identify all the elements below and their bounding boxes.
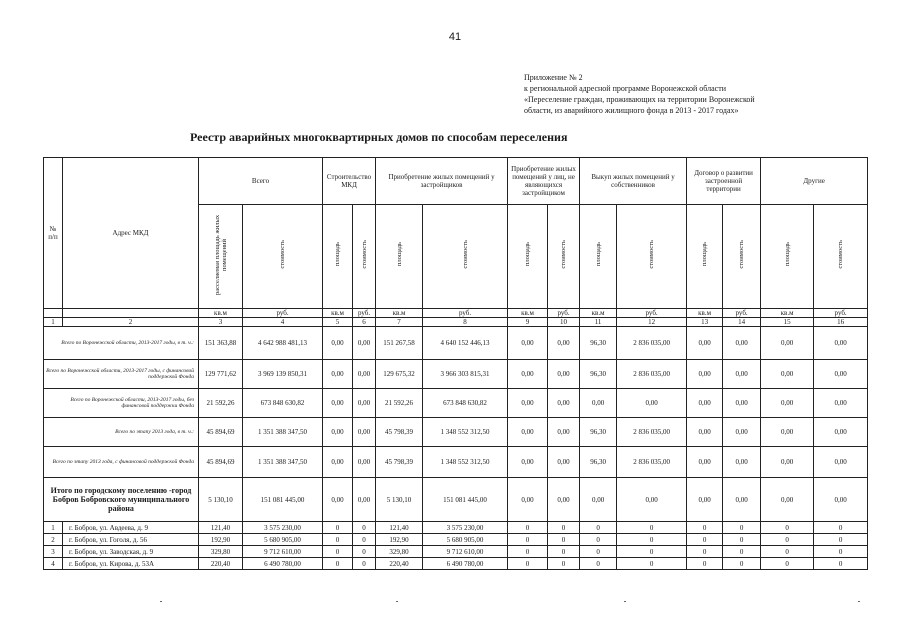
column-number: 11 [580, 318, 617, 327]
summary-row-stage-2013-fund [44, 447, 868, 478]
column-number: 7 [376, 318, 423, 327]
cell-value: 9 712 610,00 [243, 546, 323, 558]
row-number: 1 [44, 522, 63, 534]
cell-value: 1 351 388 347,50 [243, 447, 323, 478]
cell-value: 0 [723, 546, 761, 558]
cell-value: 0,00 [723, 389, 761, 418]
cell-value: 0 [580, 558, 617, 570]
cell-value: 0 [508, 522, 548, 534]
cell-value: 121,40 [199, 522, 243, 534]
cell-value: 0,00 [548, 327, 580, 360]
cell-value: 0,00 [687, 447, 723, 478]
appendix-line: «Переселение граждан, проживающих на территории Воронежской [524, 95, 755, 104]
cell-value: 129 771,62 [199, 360, 243, 389]
cell-value: 96,30 [580, 360, 617, 389]
cell-value: 96,30 [580, 418, 617, 447]
row-label: Всего по этапу 2013 года, с финансовой поддержкой Фонда [44, 447, 199, 478]
cell-value: 2 836 035,00 [617, 447, 687, 478]
cell-value: 192,90 [376, 534, 423, 546]
cell-value: 3 575 230,00 [243, 522, 323, 534]
scan-mark [624, 601, 626, 602]
row-number: 4 [44, 558, 63, 570]
cell-value: 0,00 [687, 418, 723, 447]
appendix-line: к региональной адресной программе Воронежской области [524, 84, 726, 93]
cell-value: 151 363,88 [199, 327, 243, 360]
cell-value: 0,00 [761, 360, 814, 389]
cell-value: 0 [761, 522, 814, 534]
cell-value: 0,00 [761, 327, 814, 360]
cell-value: 0,00 [508, 389, 548, 418]
header-sub: площадь [580, 205, 617, 309]
header-sub: стоимость [243, 205, 323, 309]
header-group-development-contract: Договор о развитии застроенной территории [687, 158, 761, 205]
unit-cell: кв.м [687, 309, 723, 318]
table-row [44, 558, 868, 570]
cell-value: 0 [353, 546, 376, 558]
cell-value: 0 [353, 534, 376, 546]
cell-value: 3 575 230,00 [423, 522, 508, 534]
unit-cell: руб. [548, 309, 580, 318]
column-number: 15 [761, 318, 814, 327]
cell-value: 192,90 [199, 534, 243, 546]
cell-value: 0,00 [723, 360, 761, 389]
units-row [44, 309, 868, 318]
header-group-developers: Приобретение жилых помещений у застройщиков [376, 158, 508, 205]
cell-value: 2 836 035,00 [617, 418, 687, 447]
cell-value: 0 [323, 558, 353, 570]
cell-value: 0 [580, 534, 617, 546]
column-numbers-row [44, 318, 868, 327]
row-label: Всего по Воронежской области, 2013-2017 годы, с финансовой поддержкой Фонда [44, 360, 199, 389]
header-group-buyout: Выкуп жилых помещений у собственников [580, 158, 687, 205]
cell-value: 0 [814, 546, 868, 558]
row-label: Всего по Воронежской области, 2013-2017 годы, в т. ч.: [44, 327, 199, 360]
header-sub: стоимость [353, 205, 376, 309]
cell-value: 45 798,39 [376, 447, 423, 478]
cell-value: 0 [761, 558, 814, 570]
cell-value: 0 [687, 558, 723, 570]
unit-cell: руб. [423, 309, 508, 318]
cell-value: 1 348 552 312,50 [423, 418, 508, 447]
cell-value: 96,30 [580, 327, 617, 360]
cell-value: 151 081 445,00 [243, 478, 323, 522]
cell-value: 5 130,10 [376, 478, 423, 522]
cell-value: 0 [814, 522, 868, 534]
cell-value: 45 798,39 [376, 418, 423, 447]
cell-value: 0 [723, 522, 761, 534]
cell-value: 45 894,69 [199, 447, 243, 478]
table-row [44, 522, 868, 534]
cell-value: 0,00 [548, 360, 580, 389]
cell-value: 0 [548, 558, 580, 570]
cell-value: 0 [548, 522, 580, 534]
unit-cell: кв.м [508, 309, 548, 318]
header-sub: площадь [323, 205, 353, 309]
house-address: г. Бобров, ул. Заводская, д. 9 [63, 546, 199, 558]
unit-cell: руб. [814, 309, 868, 318]
cell-value: 0,00 [687, 360, 723, 389]
cell-value: 0 [548, 534, 580, 546]
cell-value: 0,00 [687, 389, 723, 418]
document-title: Реестр аварийных многоквартирных домов по способам переселения [190, 130, 568, 144]
cell-value: 3 969 139 850,31 [243, 360, 323, 389]
cell-value: 0 [617, 534, 687, 546]
unit-cell: руб. [723, 309, 761, 318]
cell-value: 0,00 [723, 478, 761, 522]
cell-value: 4 640 152 446,13 [423, 327, 508, 360]
header-num: № п/п [44, 158, 63, 309]
cell-value: 220,40 [199, 558, 243, 570]
cell-value: 0 [548, 546, 580, 558]
cell-value: 0,00 [353, 327, 376, 360]
scan-mark [396, 601, 398, 602]
row-label: Всего по Воронежской области, 2013-2017 годы, без финансовой поддержки Фонда [44, 389, 199, 418]
cell-value: 0 [580, 546, 617, 558]
cell-value: 151 267,58 [376, 327, 423, 360]
cell-value: 0 [353, 558, 376, 570]
cell-value: 0 [814, 558, 868, 570]
unit-cell: кв.м [580, 309, 617, 318]
cell-value: 0 [687, 522, 723, 534]
cell-value: 5 680 905,00 [423, 534, 508, 546]
unit-cell: руб. [243, 309, 323, 318]
column-number: 4 [243, 318, 323, 327]
registry-table [43, 157, 868, 570]
summary-row-without-fund [44, 389, 868, 418]
unit-cell: кв.м [376, 309, 423, 318]
table-row [44, 534, 868, 546]
cell-value: 1 351 388 347,50 [243, 418, 323, 447]
column-number: 8 [423, 318, 508, 327]
cell-value: 0 [323, 534, 353, 546]
header-sub: стоимость [617, 205, 687, 309]
column-number: 1 [44, 318, 63, 327]
cell-value: 0 [508, 534, 548, 546]
cell-value: 21 592,26 [376, 389, 423, 418]
row-number: 2 [44, 534, 63, 546]
column-number: 2 [63, 318, 199, 327]
cell-value: 0,00 [548, 389, 580, 418]
header-sub: площадь [761, 205, 814, 309]
cell-value: 0,00 [508, 327, 548, 360]
unit-cell-empty [44, 309, 63, 318]
unit-cell: кв.м [323, 309, 353, 318]
unit-cell: кв.м [199, 309, 243, 318]
house-address: г. Бобров, ул. Авдеева, д. 9 [63, 522, 199, 534]
cell-value: 0 [814, 534, 868, 546]
cell-value: 0 [723, 558, 761, 570]
header-sub: стоимость [423, 205, 508, 309]
cell-value: 0,00 [508, 360, 548, 389]
cell-value: 0,00 [353, 478, 376, 522]
cell-value: 3 966 303 815,31 [423, 360, 508, 389]
cell-value: 129 675,32 [376, 360, 423, 389]
house-address: г. Бобров, ул. Кирова, д. 53А [63, 558, 199, 570]
cell-value: 0,00 [323, 360, 353, 389]
cell-value: 329,80 [199, 546, 243, 558]
header-address: Адрес МКД [63, 158, 199, 309]
cell-value: 673 848 630,82 [423, 389, 508, 418]
cell-value: 0,00 [508, 447, 548, 478]
cell-value: 0,00 [814, 360, 868, 389]
cell-value: 0,00 [687, 478, 723, 522]
cell-value: 0,00 [617, 389, 687, 418]
cell-value: 0,00 [580, 478, 617, 522]
cell-value: 2 836 035,00 [617, 360, 687, 389]
cell-value: 0,00 [353, 389, 376, 418]
header-sub: площадь [687, 205, 723, 309]
cell-value: 6 490 780,00 [423, 558, 508, 570]
cell-value: 0 [508, 546, 548, 558]
summary-row-total [44, 327, 868, 360]
cell-value: 0,00 [508, 478, 548, 522]
unit-cell: руб. [353, 309, 376, 318]
header-group-row [44, 158, 868, 205]
cell-value: 0,00 [814, 389, 868, 418]
cell-value: 0,00 [353, 418, 376, 447]
house-address: г. Бобров, ул. Гоголя, д. 56 [63, 534, 199, 546]
cell-value: 4 642 988 481,13 [243, 327, 323, 360]
header-group-construction: Строительство МКД [323, 158, 376, 205]
cell-value: 0,00 [814, 418, 868, 447]
cell-value: 5 130,10 [199, 478, 243, 522]
cell-value: 0,00 [508, 418, 548, 447]
cell-value: 673 848 630,82 [243, 389, 323, 418]
cell-value: 0 [508, 558, 548, 570]
unit-cell: кв.м [761, 309, 814, 318]
row-number: 3 [44, 546, 63, 558]
cell-value: 0,00 [723, 447, 761, 478]
cell-value: 21 592,26 [199, 389, 243, 418]
cell-value: 151 081 445,00 [423, 478, 508, 522]
column-number: 10 [548, 318, 580, 327]
row-label: Итого по городскому поселению -город Бобров Бобровского муниципального района [44, 478, 199, 522]
municipality-total-row [44, 478, 868, 522]
column-number: 5 [323, 318, 353, 327]
cell-value: 0,00 [353, 360, 376, 389]
appendix-note [524, 72, 824, 116]
cell-value: 5 680 905,00 [243, 534, 323, 546]
cell-value: 121,40 [376, 522, 423, 534]
header-sub: стоимость [723, 205, 761, 309]
summary-row-stage-2013 [44, 418, 868, 447]
cell-value: 1 348 552 312,50 [423, 447, 508, 478]
unit-cell: руб. [617, 309, 687, 318]
cell-value: 0,00 [548, 418, 580, 447]
cell-value: 0,00 [323, 418, 353, 447]
column-number: 13 [687, 318, 723, 327]
cell-value: 0,00 [548, 478, 580, 522]
column-number: 9 [508, 318, 548, 327]
cell-value: 0,00 [761, 389, 814, 418]
column-number: 6 [353, 318, 376, 327]
cell-value: 2 836 035,00 [617, 327, 687, 360]
cell-value: 0,00 [548, 447, 580, 478]
cell-value: 0,00 [687, 327, 723, 360]
cell-value: 0,00 [323, 389, 353, 418]
cell-value: 0,00 [323, 478, 353, 522]
cell-value: 0,00 [761, 447, 814, 478]
cell-value: 0,00 [617, 478, 687, 522]
header-group-non-developers: Приобретение жилых помещений у лиц, не являющихся застройщиком [508, 158, 580, 205]
scan-mark [858, 601, 860, 602]
cell-value: 0 [761, 534, 814, 546]
cell-value: 0 [617, 546, 687, 558]
cell-value: 0,00 [580, 389, 617, 418]
cell-value: 0 [687, 534, 723, 546]
header-sub: площадь [376, 205, 423, 309]
cell-value: 0,00 [814, 327, 868, 360]
header-group-total: Всего [199, 158, 323, 205]
cell-value: 45 894,69 [199, 418, 243, 447]
cell-value: 0,00 [353, 447, 376, 478]
cell-value: 0,00 [761, 478, 814, 522]
table-row [44, 546, 868, 558]
cell-value: 0 [580, 522, 617, 534]
summary-row-with-fund [44, 360, 868, 389]
column-number: 14 [723, 318, 761, 327]
cell-value: 96,30 [580, 447, 617, 478]
cell-value: 0 [353, 522, 376, 534]
header-sub: расселяемая площадь жилых помещений [199, 205, 243, 309]
cell-value: 6 490 780,00 [243, 558, 323, 570]
header-group-other: Другие [761, 158, 868, 205]
cell-value: 0,00 [814, 447, 868, 478]
header-sub: стоимость [548, 205, 580, 309]
page-number: 41 [448, 31, 462, 43]
cell-value: 0 [723, 534, 761, 546]
cell-value: 0 [617, 522, 687, 534]
appendix-line: области, из аварийного жилищного фонда в 2013 - 2017 годах» [524, 106, 739, 115]
cell-value: 0,00 [723, 418, 761, 447]
scan-mark [160, 601, 162, 602]
cell-value: 0,00 [723, 327, 761, 360]
header-sub: площадь [508, 205, 548, 309]
cell-value: 0,00 [814, 478, 868, 522]
cell-value: 220,40 [376, 558, 423, 570]
header-sub: стоимость [814, 205, 868, 309]
cell-value: 0,00 [761, 418, 814, 447]
column-number: 3 [199, 318, 243, 327]
cell-value: 329,80 [376, 546, 423, 558]
column-number: 16 [814, 318, 868, 327]
unit-cell-empty [63, 309, 199, 318]
row-label: Всего по этапу 2013 года, в т. ч.: [44, 418, 199, 447]
column-number: 12 [617, 318, 687, 327]
cell-value: 0 [323, 546, 353, 558]
cell-value: 0,00 [323, 327, 353, 360]
cell-value: 0 [617, 558, 687, 570]
cell-value: 0,00 [323, 447, 353, 478]
appendix-line: Приложение № 2 [524, 73, 583, 82]
cell-value: 0 [761, 546, 814, 558]
scan-marks [0, 601, 905, 605]
cell-value: 0 [687, 546, 723, 558]
cell-value: 9 712 610,00 [423, 546, 508, 558]
cell-value: 0 [323, 522, 353, 534]
